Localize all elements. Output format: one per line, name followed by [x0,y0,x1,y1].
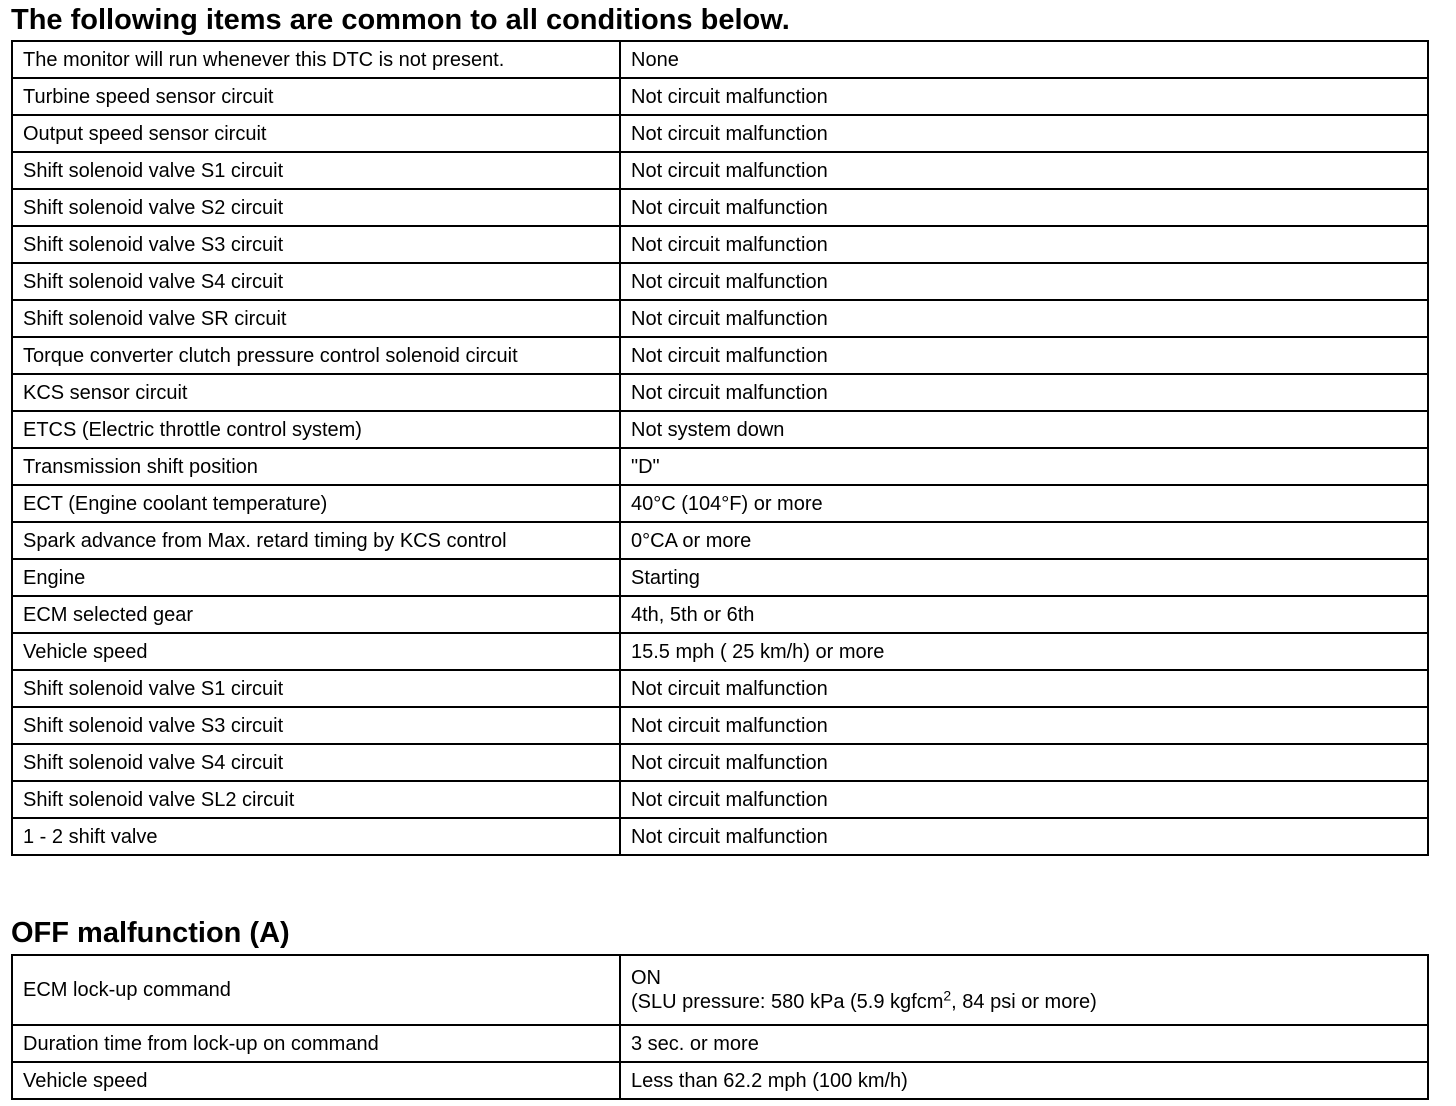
item-cell: Shift solenoid valve SL2 circuit [12,781,620,818]
item-cell: Shift solenoid valve S4 circuit [12,263,620,300]
item-cell: Shift solenoid valve S1 circuit [12,152,620,189]
condition-cell [620,955,1428,1025]
table-row [12,411,1428,448]
table-row [12,596,1428,633]
table-row [12,226,1428,263]
condition-cell: 15.5 mph ( 25 km/h) or more [620,633,1428,670]
item-cell: Turbine speed sensor circuit [12,78,620,115]
condition-cell: 4th, 5th or 6th [620,596,1428,633]
condition-cell: Not circuit malfunction [620,337,1428,374]
table-row [12,152,1428,189]
condition-cell: Not circuit malfunction [620,115,1428,152]
condition-cell: Not circuit malfunction [620,744,1428,781]
table-row [12,485,1428,522]
table-row [12,781,1428,818]
item-cell: The monitor will run whenever this DTC is not present. [12,41,620,78]
slu-pressure-text: (SLU pressure: 580 kPa (5.9 kgfcm [631,991,944,1013]
condition-cell: Not circuit malfunction [620,374,1428,411]
item-cell: Output speed sensor circuit [12,115,620,152]
item-cell: Shift solenoid valve S2 circuit [12,189,620,226]
condition-cell: Not circuit malfunction [620,152,1428,189]
condition-cell: 0°CA or more [620,522,1428,559]
item-cell: Shift solenoid valve S4 circuit [12,744,620,781]
condition-cell: None [620,41,1428,78]
condition-cell: Not circuit malfunction [620,781,1428,818]
table-row [12,559,1428,596]
table-row [12,263,1428,300]
table-row [12,41,1428,78]
condition-cell: Not circuit malfunction [620,189,1428,226]
item-cell: Duration time from lock-up on command [12,1025,620,1062]
item-cell: Vehicle speed [12,633,620,670]
table-row [12,670,1428,707]
condition-cell: Not system down [620,411,1428,448]
item-cell: Shift solenoid valve S3 circuit [12,226,620,263]
common-conditions-table [11,40,1429,856]
condition-cell: Starting [620,559,1428,596]
item-cell: Shift solenoid valve S3 circuit [12,707,620,744]
condition-cell: Not circuit malfunction [620,707,1428,744]
item-cell: Shift solenoid valve SR circuit [12,300,620,337]
superscript: 2 [943,987,952,1004]
slu-pressure-text-end: , 84 psi or more) [951,991,1097,1013]
condition-cell: Not circuit malfunction [620,670,1428,707]
condition-cell: 3 sec. or more [620,1025,1428,1062]
off-malfunction-table [11,954,1429,1100]
table-row [12,955,1428,1025]
table-row [12,374,1428,411]
item-cell: ETCS (Electric throttle control system) [12,411,620,448]
condition-cell: Not circuit malfunction [620,226,1428,263]
slu-pressure-line [631,987,1417,1014]
condition-line: ON [631,967,661,989]
table-row [12,78,1428,115]
table-row [12,189,1428,226]
table-row [12,337,1428,374]
table-row [12,1062,1428,1099]
condition-cell: 40°C (104°F) or more [620,485,1428,522]
item-cell: Transmission shift position [12,448,620,485]
table-row [12,818,1428,855]
table-row [12,448,1428,485]
table-row [12,522,1428,559]
item-cell: KCS sensor circuit [12,374,620,411]
table-row [12,115,1428,152]
table-row [12,707,1428,744]
item-cell: ECT (Engine coolant temperature) [12,485,620,522]
condition-cell: Not circuit malfunction [620,78,1428,115]
off-malfunction-heading: OFF malfunction (A) [11,917,290,949]
condition-cell: Not circuit malfunction [620,263,1428,300]
item-cell: Engine [12,559,620,596]
condition-cell: Less than 62.2 mph (100 km/h) [620,1062,1428,1099]
table-row [12,300,1428,337]
table-row [12,633,1428,670]
table-row [12,1025,1428,1062]
condition-cell: Not circuit malfunction [620,300,1428,337]
condition-cell: "D" [620,448,1428,485]
condition-cell: Not circuit malfunction [620,818,1428,855]
item-cell: 1 - 2 shift valve [12,818,620,855]
common-conditions-heading: The following items are common to all conditions below. [11,4,790,36]
table-row [12,744,1428,781]
item-cell: ECM selected gear [12,596,620,633]
item-cell: ECM lock-up command [12,955,620,1025]
item-cell: Torque converter clutch pressure control solenoid circuit [12,337,620,374]
item-cell: Spark advance from Max. retard timing by KCS control [12,522,620,559]
item-cell: Shift solenoid valve S1 circuit [12,670,620,707]
item-cell: Vehicle speed [12,1062,620,1099]
